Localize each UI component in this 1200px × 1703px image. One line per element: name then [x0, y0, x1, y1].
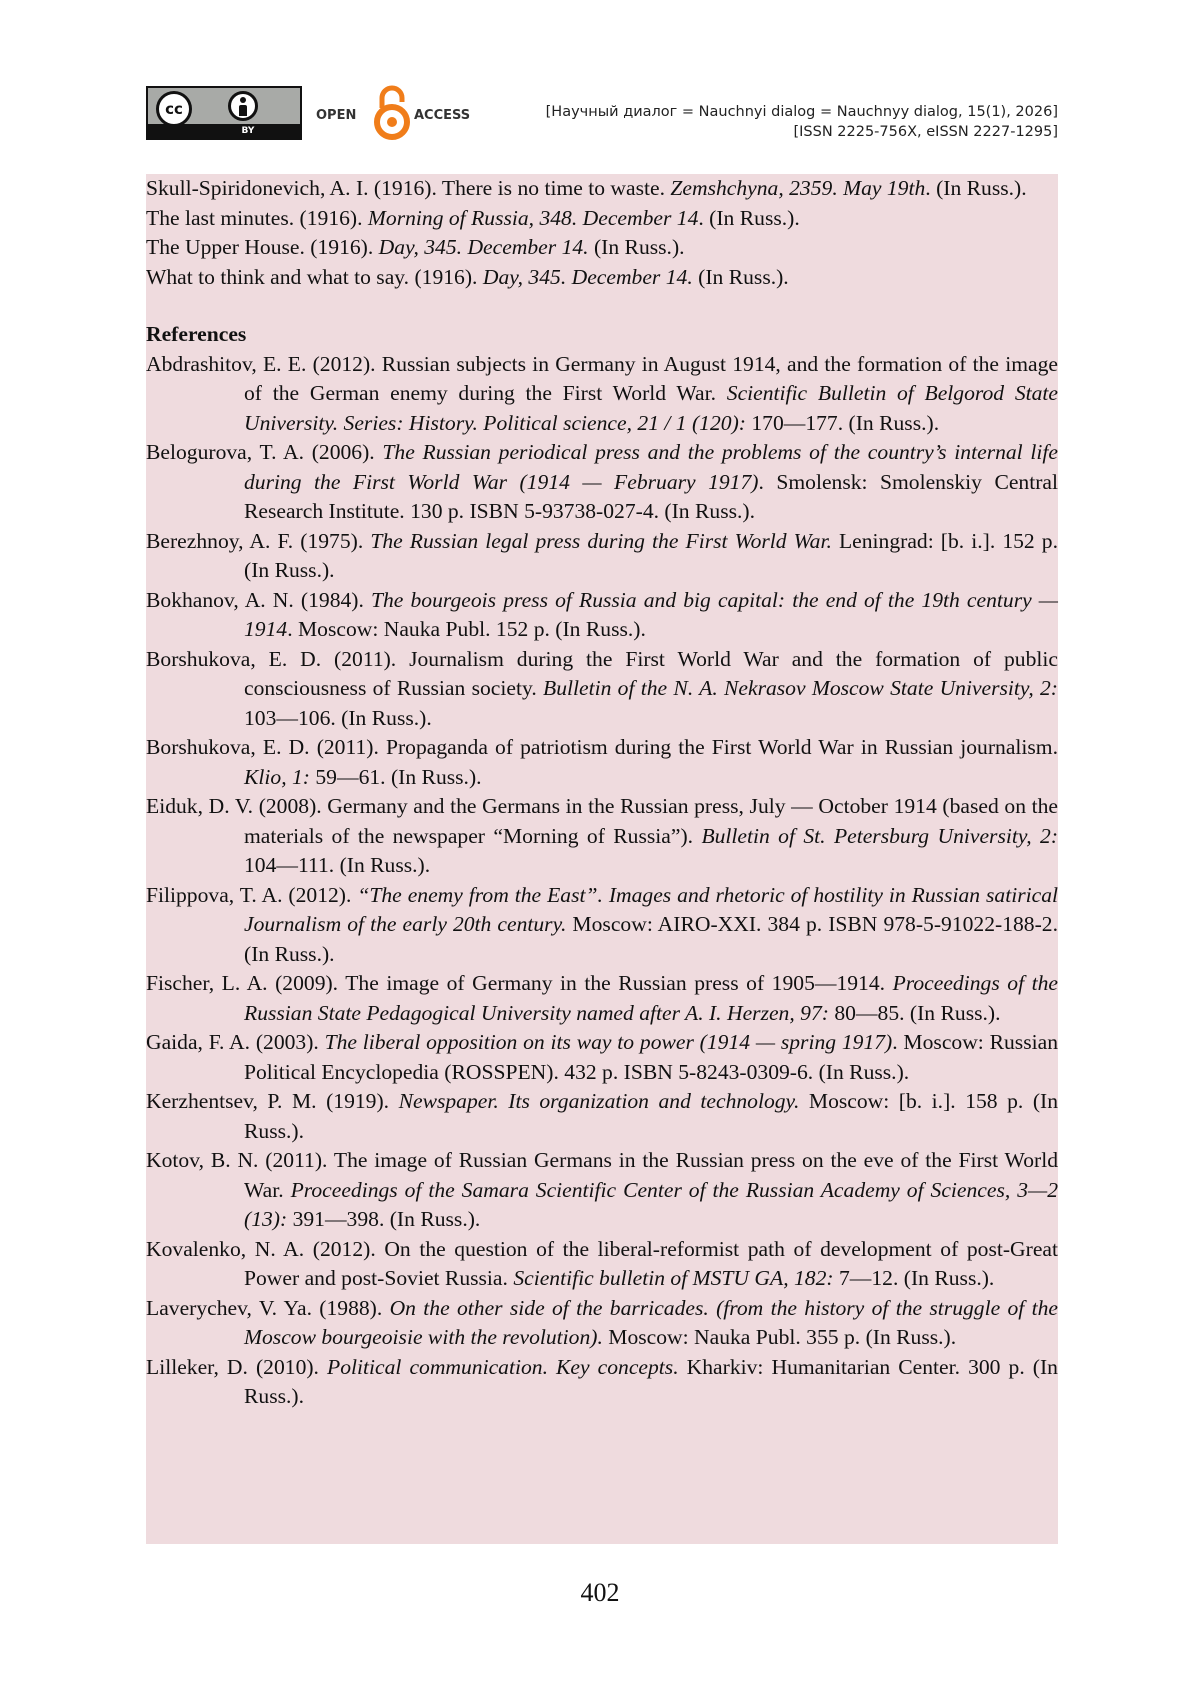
- reference-entry: [146, 1353, 1058, 1412]
- entry-text: Berezhnoy, A. F. (1975).: [146, 528, 371, 553]
- entry-source-title: “The enemy from the East”. Images and rhetoric of hostility in Russian satirical Journalism of the early 20th century.: [244, 882, 1058, 936]
- page-header: [146, 84, 1058, 144]
- entry-text: Kotov, B. N. (2011). The image of Russian Germans in the Russian press on the eve of the First World War.: [146, 1148, 1058, 1202]
- entry-text: Moscow: AIRO-XXI. 384 p. ISBN 978-5-91022-188-2. (In Russ.).: [244, 912, 1058, 966]
- entry-text: 104—111. (In Russ.).: [244, 853, 431, 877]
- reference-entry: [146, 527, 1058, 586]
- cc-by-license-badge[interactable]: [146, 86, 302, 140]
- entry-text: The Upper House. (1916).: [146, 235, 379, 259]
- reference-entry: [146, 1028, 1058, 1087]
- entry-source-title: Scientific Bulletin of Belgorod State University. Series: History. Political science, 21 / 1 (120):: [244, 381, 1059, 435]
- entry-text: 7—12. (In Russ.).: [833, 1266, 995, 1290]
- entry-text: Moscow: [b. i.]. 158 p. (In Russ.).: [244, 1089, 1059, 1143]
- entry-text: . (In Russ.).: [925, 176, 1027, 200]
- entry-source-title: Bulletin of St. Petersburg University, 2:: [701, 823, 1059, 848]
- open-lock-icon: [372, 84, 412, 140]
- source-entry: [146, 174, 1058, 204]
- entry-text: 391—398. (In Russ.).: [287, 1207, 481, 1231]
- journal-citation: [546, 102, 1058, 142]
- journal-issn-line: [ISSN 2225-756X, eISSN 2227-1295]: [793, 124, 1058, 140]
- entry-source-title: Proceedings of the Samara Scientific Center of the Russian Academy of Sciences, 3—2 (13):: [244, 1177, 1058, 1231]
- entry-source-title: Bulletin of the N. A. Nekrasov Moscow State University, 2:: [543, 676, 1058, 700]
- entry-text: . Moscow: Russian Political Encyclopedia (ROSSPEN). 432 p. ISBN 5-8243-0309-6. (In Russ.).: [244, 1030, 1058, 1084]
- entry-text: Laverychev, V. Ya. (1988).: [146, 1295, 390, 1320]
- open-access-logo: [316, 84, 471, 144]
- entry-text: Borshukova, E. D. (2011). Journalism during the First World War and the formation of public consciousness of Russian society.: [146, 646, 1058, 700]
- entry-text: Abdrashitov, E. E. (2012). Russian subjects in Germany in August 1914, and the formation of the image of the German enemy during the First World War.: [146, 351, 1058, 405]
- entry-text: . (In Russ.).: [698, 205, 800, 230]
- reference-entry: [146, 792, 1058, 881]
- entry-text: Bokhanov, A. N. (1984).: [146, 587, 371, 612]
- sources-list: [146, 174, 1058, 292]
- reference-entry: [146, 1087, 1058, 1146]
- open-label: OPEN: [316, 108, 357, 123]
- entry-text: 103—106. (In Russ.).: [244, 705, 432, 730]
- access-label: ACCESS: [414, 108, 471, 123]
- reference-entry: [146, 586, 1058, 645]
- entry-text: (In Russ.).: [588, 235, 685, 259]
- entry-source-title: Zemshchyna, 2359. May 19th: [670, 176, 926, 200]
- entry-source-title: Klio, 1:: [244, 764, 310, 789]
- entry-text: Borshukova, E. D. (2011). Propaganda of patriotism during the First World War in Russian journalism.: [146, 735, 1058, 759]
- references-heading: References: [146, 322, 247, 346]
- entry-source-title: Scientific bulletin of MSTU GA, 182:: [513, 1266, 834, 1290]
- attribution-person-icon: [228, 91, 258, 121]
- entry-text: Kharkiv: Humanitarian Center. 300 p. (In Russ.).: [244, 1354, 1058, 1408]
- entry-text: Kovalenko, N. A. (2012). On the question of the liberal-reformist path of development of post-Great Power and post-Soviet Russia.: [146, 1236, 1058, 1290]
- entry-text: 170—177. (In Russ.).: [745, 410, 940, 435]
- reference-entry: [146, 733, 1058, 792]
- source-entry: [146, 263, 1058, 293]
- entry-source-title: Day, 345. December 14.: [482, 264, 693, 289]
- source-entry: [146, 233, 1058, 263]
- cc-icon: cc: [156, 91, 192, 127]
- entry-text: Leningrad: [b. i.]. 152 p. (In Russ.).: [244, 528, 1058, 582]
- by-label: BY: [241, 126, 255, 136]
- journal-title-line: [Научный диалог = Nauchnyi dialog = Nauchnyy dialog, 15(1), 2026]: [545, 104, 1058, 120]
- entry-text: Fischer, L. A. (2009). The image of Germany in the Russian press of 1905—1914.: [146, 971, 893, 995]
- page-number: 402: [580, 1578, 620, 1607]
- entry-text: Belogurova, T. A. (2006).: [146, 440, 383, 464]
- reference-entry: [146, 1294, 1058, 1353]
- entry-source-title: The bourgeois press of Russia and big capital: the end of the 19th century — 1914: [244, 587, 1058, 641]
- reference-entry: [146, 438, 1058, 527]
- entry-source-title: Newspaper. Its organization and technology.: [398, 1089, 800, 1113]
- source-entry: [146, 204, 1058, 234]
- reference-entry: [146, 350, 1058, 439]
- entry-source-title: The liberal opposition on its way to power (1914 — spring 1917): [324, 1030, 893, 1054]
- entry-source-title: Day, 345. December 14.: [378, 235, 589, 259]
- entry-text: What to think and what to say. (1916).: [146, 264, 483, 289]
- entry-text: . Moscow: Nauka Publ. 152 p. (In Russ.).: [287, 617, 646, 641]
- reference-entry: [146, 881, 1058, 970]
- entry-text: . Smolensk: Smolenskiy Central Research Institute. 130 p. ISBN 5-93738-027-4. (In Russ.).: [244, 469, 1059, 523]
- entry-source-title: Proceedings of the Russian State Pedagogical University named after A. I. Herzen, 97:: [244, 971, 1058, 1025]
- references-list: [146, 350, 1058, 1412]
- entry-text: 80—85. (In Russ.).: [828, 1000, 1001, 1025]
- entry-text: Lilleker, D. (2010).: [146, 1354, 328, 1379]
- reference-entry: [146, 645, 1058, 734]
- entry-text: Skull-Spiridonevich, A. I. (1916). There is no time to waste.: [146, 176, 671, 200]
- entry-text: Eiduk, D. V. (2008). Germany and the Germans in the Russian press, July — October 1914 (based on the materials of the newspaper “Morning of Russia”).: [146, 794, 1058, 848]
- entry-text: Gaida, F. A. (2003).: [146, 1030, 325, 1054]
- entry-text: The last minutes. (1916).: [146, 205, 368, 230]
- entry-source-title: The Russian legal press during the First World War.: [370, 528, 832, 553]
- entry-text: 59—61. (In Russ.).: [309, 764, 482, 789]
- entry-text: Moscow: Nauka Publ. 355 p. (In Russ.).: [602, 1325, 957, 1349]
- entry-text: Kerzhentsev, P. M. (1919).: [146, 1089, 399, 1113]
- entry-source-title: Morning of Russia, 348. December 14: [367, 205, 699, 230]
- entry-source-title: The Russian periodical press and the problems of the country’s internal life during the First World War (1914 — February 1917): [244, 440, 1058, 494]
- entry-source-title: On the other side of the barricades. (from the history of the struggle of the Moscow bourgeoisie with the revolution).: [244, 1295, 1058, 1349]
- highlighted-bibliography: [146, 174, 1058, 1544]
- reference-entry: [146, 1146, 1058, 1235]
- entry-text: (In Russ.).: [692, 264, 789, 289]
- reference-entry: [146, 1235, 1058, 1294]
- entry-text: Filippova, T. A. (2012).: [146, 882, 358, 907]
- reference-entry: [146, 969, 1058, 1028]
- entry-source-title: Political communication. Key concepts.: [327, 1354, 679, 1379]
